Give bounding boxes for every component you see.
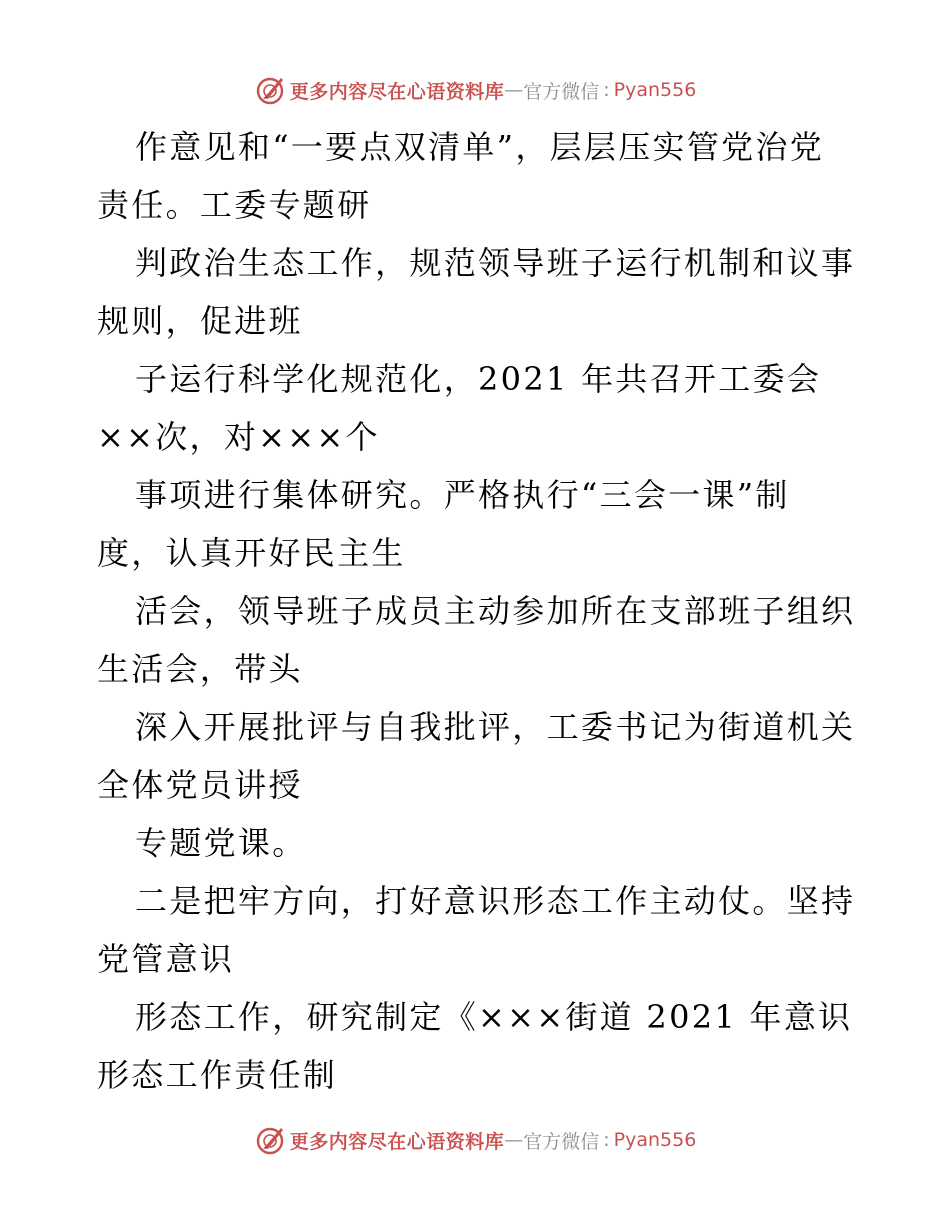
banner-dash: — (504, 79, 524, 101)
text-line: 深入开展批评与自我批评，工委书记为街道机关 (135, 708, 856, 746)
text-line: 专题党课。 (135, 824, 307, 862)
footer-banner (0, 1120, 950, 1160)
banner-title: 更多内容尽在心语资料库 (289, 1130, 505, 1153)
text-line: 度，认真开好民主生 (97, 534, 406, 572)
banner-separator: : (603, 79, 610, 101)
text-line: 子运行科学化规范化，2021 年共召开工委会 (135, 360, 822, 398)
banner-separator: : (603, 1129, 610, 1151)
quill-seal-icon (254, 74, 286, 106)
text-line: 活会，领导班子成员主动参加所在支部班子组织 (135, 592, 856, 630)
header-banner (0, 70, 950, 110)
banner-dash: — (504, 1129, 524, 1151)
text-line: 事项进行集体研究。严格执行“三会一课”制 (135, 476, 790, 514)
banner-title: 更多内容尽在心语资料库 (289, 80, 505, 103)
document-body (97, 118, 857, 1104)
text-line: 规则，促进班 (97, 302, 303, 340)
banner-wechat-id: Pyan556 (613, 1129, 697, 1151)
banner-wechat-id: Pyan556 (613, 79, 697, 101)
banner-wechat-label: 官方微信 (523, 1130, 600, 1153)
text-line: 党管意识 (97, 940, 235, 978)
text-line: 形态工作责任制 (97, 1056, 338, 1094)
text-line: 作意见和“一要点双清单”，层层压实管党治党 (135, 128, 825, 166)
text-line: 形态工作，研究制定《×××街道 2021 年意识 (135, 998, 853, 1036)
quill-seal-icon (254, 1124, 286, 1156)
text-line: 全体党员讲授 (97, 766, 303, 804)
text-line: 判政治生态工作，规范领导班子运行机制和议事 (135, 244, 856, 282)
text-line: 二是把牢方向，打好意识形态工作主动仗。坚持 (135, 882, 856, 920)
text-line: 生活会，带头 (97, 650, 303, 688)
text-line: ××次，对×××个 (97, 418, 380, 456)
banner-wechat-label: 官方微信 (523, 80, 600, 103)
text-line: 责任。工委专题研 (97, 186, 372, 224)
